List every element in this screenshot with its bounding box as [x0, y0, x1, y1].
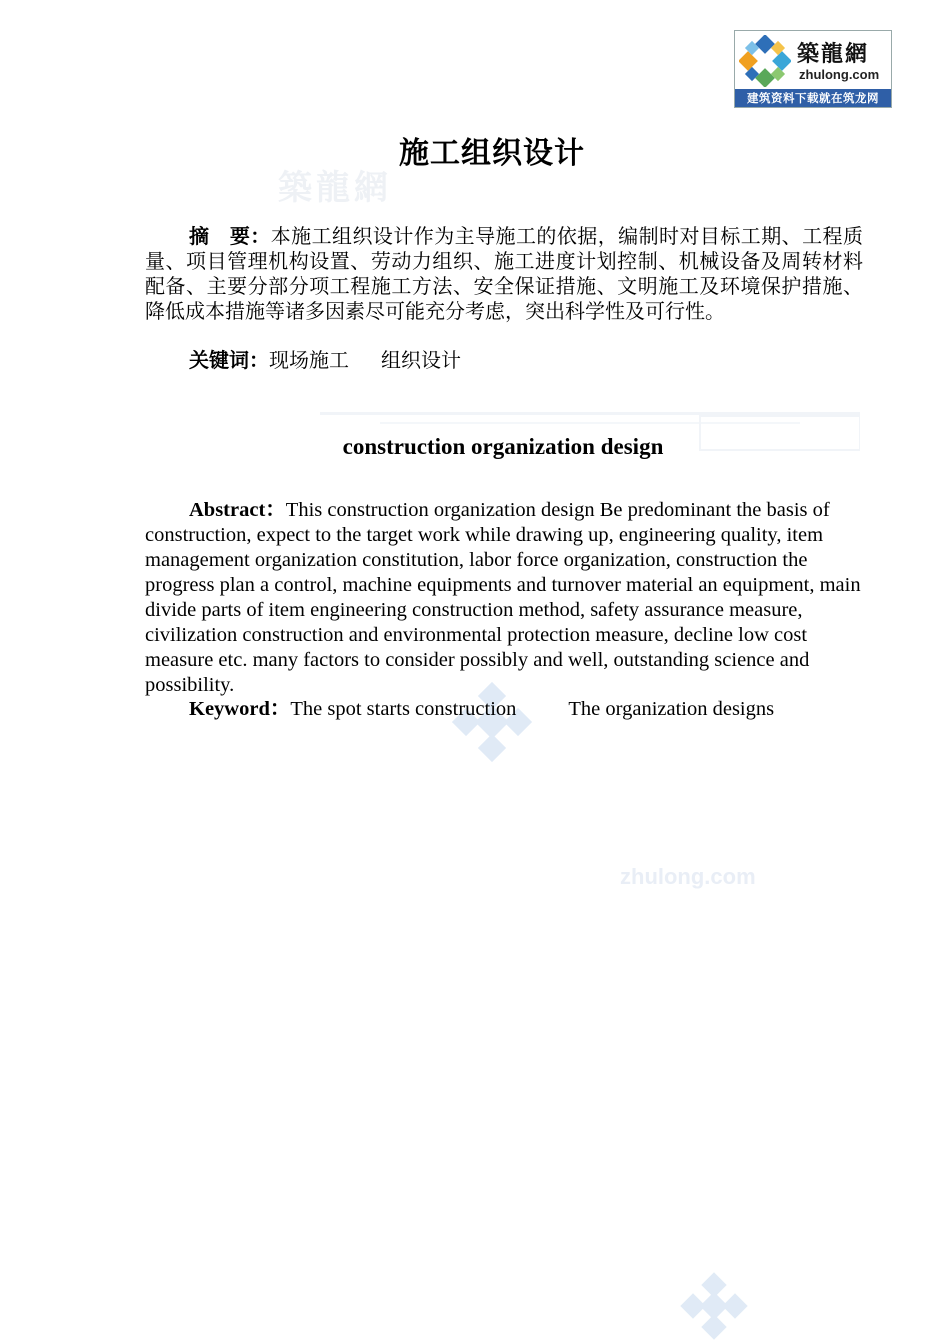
- keywords-cn-label: 关键词：: [189, 348, 269, 372]
- abstract-cn: [145, 224, 863, 324]
- keywords-en: [189, 697, 774, 722]
- logo-domain: zhulong.com: [799, 67, 880, 82]
- watermark-name-cn: 築龍網: [278, 168, 392, 208]
- keyword-cn-1: 现场施工: [269, 348, 349, 372]
- abstract-en: [145, 498, 865, 698]
- watermark-domain: zhulong.com: [620, 864, 756, 889]
- zhulong-logo[interactable]: [734, 30, 892, 108]
- english-title: construction organization design: [342, 434, 664, 459]
- keywords-en-label: Keyword：: [189, 698, 291, 720]
- keyword-en-1: The spot starts construction: [290, 698, 517, 720]
- logo-slogan: 建筑资料下载就在筑龙网: [735, 89, 891, 107]
- watermark-flower-icon-bottom: [680, 1272, 748, 1340]
- logo-flower-icon: [739, 35, 791, 87]
- keywords-cn: [189, 348, 461, 373]
- abstract-cn-text: 本施工组织设计作为主导施工的依据，编制时对目标工期、工程质量、项目管理机构设置、劳动力组织、施工进度计划控制、机械设备及周转材料配备、主要分部分项工程施工方法、安全保证措施、文明施工及环境保护措施、降低成本措施等诸多因素尽可能充分考虑，突出科学性及可行性。: [145, 224, 863, 323]
- logo-name-cn: 築龍網: [797, 42, 870, 67]
- keyword-en-2: The organization designs: [568, 698, 775, 720]
- abstract-en-label: Abstract：: [189, 499, 286, 521]
- logo-top: [735, 31, 891, 89]
- keyword-cn-2: 组织设计: [381, 348, 461, 372]
- page-title: 施工组织设计: [399, 136, 585, 171]
- abstract-cn-label: 摘 要：: [189, 224, 271, 248]
- abstract-en-text: This construction organization design Be predominant the basis of construction, expect to the target work while drawing up, engineering quality, item management organization constitution, labor force organization, construction the progress plan a control, machine equipments and turnover material an equipment, main divide parts of item engineering construction method, safety assurance measure, civilization construction and environmental protection measure, decline low cost measure etc. many factors to consider possibly and well, outstanding science and possibility.: [145, 499, 861, 696]
